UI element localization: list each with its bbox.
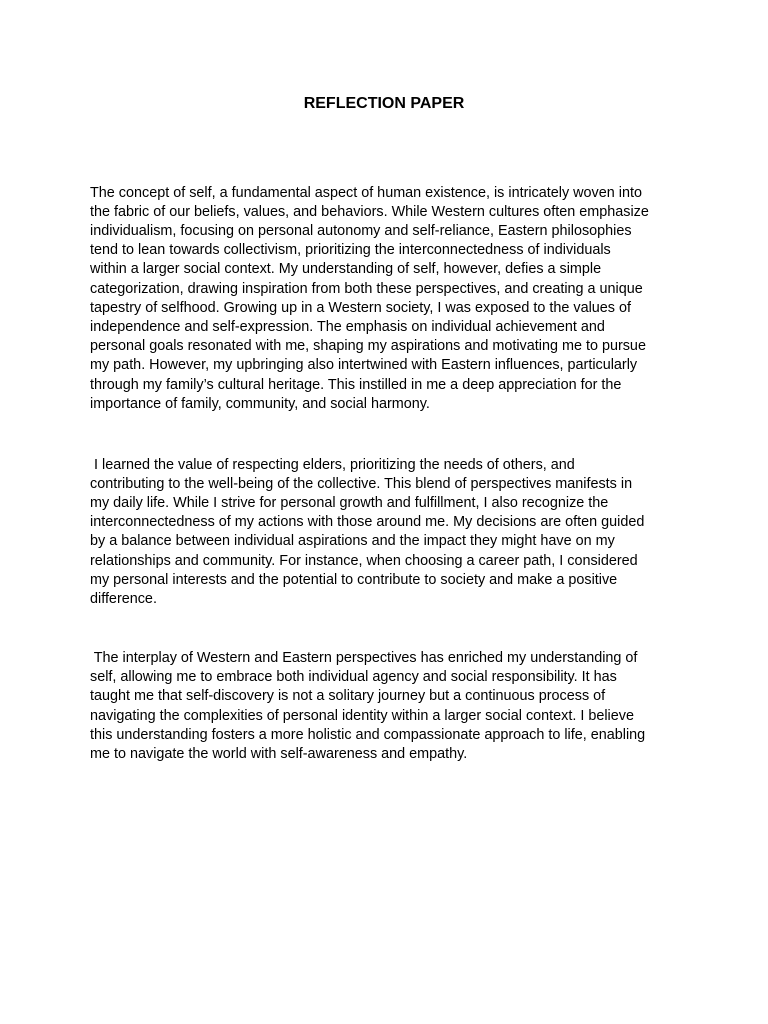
paragraph-line: tend to lean towards collectivism, prioritizing the interconnectedness of individuals [90, 242, 611, 259]
paragraph-line: my personal interests and the potential to contribute to society and make a positive [90, 571, 618, 588]
paragraph-line: The concept of self, a fundamental aspect of human existence, is intricately woven into [90, 184, 642, 201]
paragraph-line: navigating the complexities of personal identity within a larger social context. I believe [90, 707, 634, 724]
paragraph-2 [90, 456, 690, 610]
paragraph-line: interconnectedness of my actions with those around me. My decisions are often guided [90, 514, 645, 531]
paragraph-line: the fabric of our beliefs, values, and behaviors. While Western cultures often emphasize [90, 203, 649, 220]
paragraph-line: relationships and community. For instance, when choosing a career path, I considered [90, 552, 638, 569]
paragraph-line: The interplay of Western and Eastern perspectives has enriched my understanding of [90, 650, 638, 666]
paragraph-line: my path. However, my upbringing also intertwined with Eastern influences, particularly [90, 357, 638, 374]
paragraph-line: by a balance between individual aspirations and the impact they might have on my [90, 533, 615, 550]
paragraph-1 [90, 184, 690, 414]
paragraph-line: through my family’s cultural heritage. This instilled in me a deep appreciation for the [90, 376, 622, 393]
paragraph-3 [90, 649, 690, 764]
paragraph-line: personal goals resonated with me, shaping my aspirations and motivating me to pursue [90, 338, 646, 355]
paragraph-line: my daily life. While I strive for personal growth and fulfillment, I also recognize the [90, 494, 609, 511]
paragraph-line: categorization, drawing inspiration from both these perspectives, and creating a unique [90, 280, 643, 297]
paragraph-line: contributing to the well-being of the collective. This blend of perspectives manifests in [90, 475, 633, 492]
paragraph-line: individualism, focusing on personal autonomy and self-reliance, Eastern philosophies [90, 222, 632, 239]
paragraph-line: self, allowing me to embrace both individual agency and social responsibility. It has [90, 669, 617, 686]
paragraph-line: within a larger social context. My understanding of self, however, defies a simple [90, 261, 602, 278]
paragraph-line: difference. [90, 590, 157, 607]
paragraph-line: taught me that self-discovery is not a solitary journey but a continuous process of [90, 688, 606, 705]
paragraph-line: this understanding fosters a more holistic and compassionate approach to life, enabling [90, 726, 646, 743]
paragraph-line: tapestry of selfhood. Growing up in a Western society, I was exposed to the values of [90, 299, 632, 316]
page-title: REFLECTION PAPER [303, 95, 465, 112]
paragraph-line: importance of family, community, and social harmony. [90, 395, 430, 412]
paragraph-line: me to navigate the world with self-awareness and empathy. [90, 746, 468, 763]
paragraph-line: I learned the value of respecting elders, prioritizing the needs of others, and [90, 456, 575, 473]
paragraph-line: independence and self-expression. The emphasis on individual achievement and [90, 318, 605, 335]
